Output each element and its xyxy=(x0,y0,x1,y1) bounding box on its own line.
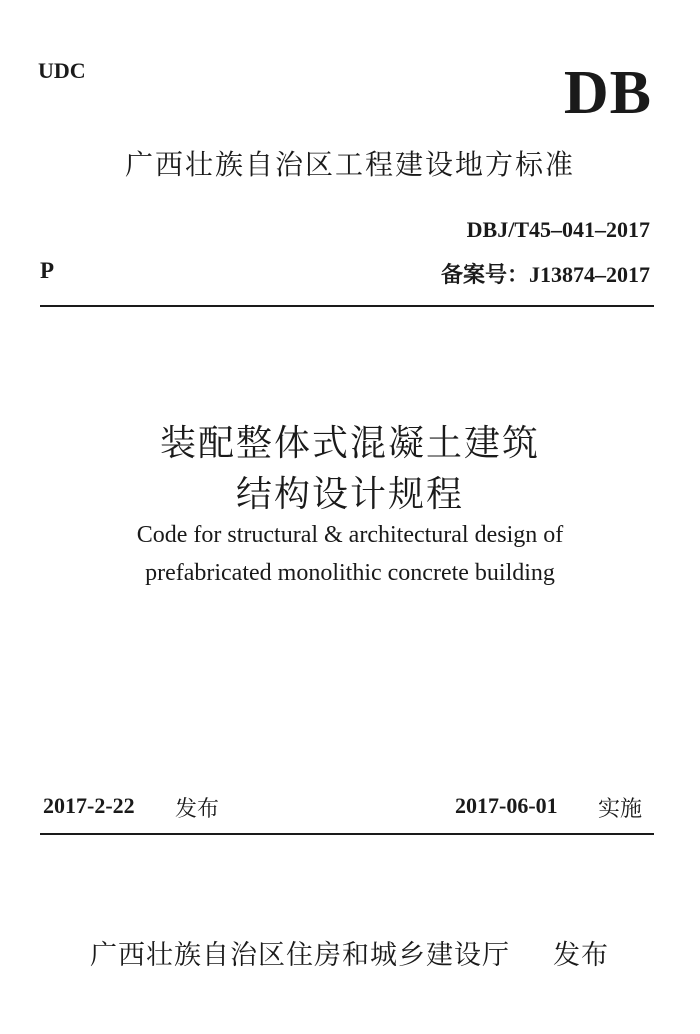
effective-label: 实施 xyxy=(598,797,643,822)
record-number xyxy=(441,258,650,289)
classification-letter: P xyxy=(40,258,55,283)
standard-authority: 广西壮族自治区工程建设地方标准 xyxy=(124,148,575,181)
english-title-line-1: Code for structural & architectural design of xyxy=(136,522,564,548)
title-line-2: 结构设计规程 xyxy=(235,474,464,515)
issue-date: 2017-2-22 xyxy=(43,793,135,818)
effective-date: 2017-06-01 xyxy=(455,793,558,818)
english-title-line-2: prefabricated monolithic concrete building xyxy=(145,560,555,586)
header-divider xyxy=(40,305,654,307)
standard-code: DBJ/T45–041–2017 xyxy=(466,217,650,242)
title-line-1: 装配整体式混凝土建筑 xyxy=(159,423,540,464)
record-value: J13874–2017 xyxy=(529,262,650,287)
record-label: 备案号： xyxy=(440,263,529,288)
db-mark: DB xyxy=(563,59,652,127)
dates-divider xyxy=(40,833,654,835)
udc-label: UDC xyxy=(38,58,86,83)
issuer-name: 广西壮族自治区住房和城乡建设厅 xyxy=(90,940,510,971)
issuer-label: 发布 xyxy=(553,940,609,971)
issue-label: 发布 xyxy=(175,797,220,822)
